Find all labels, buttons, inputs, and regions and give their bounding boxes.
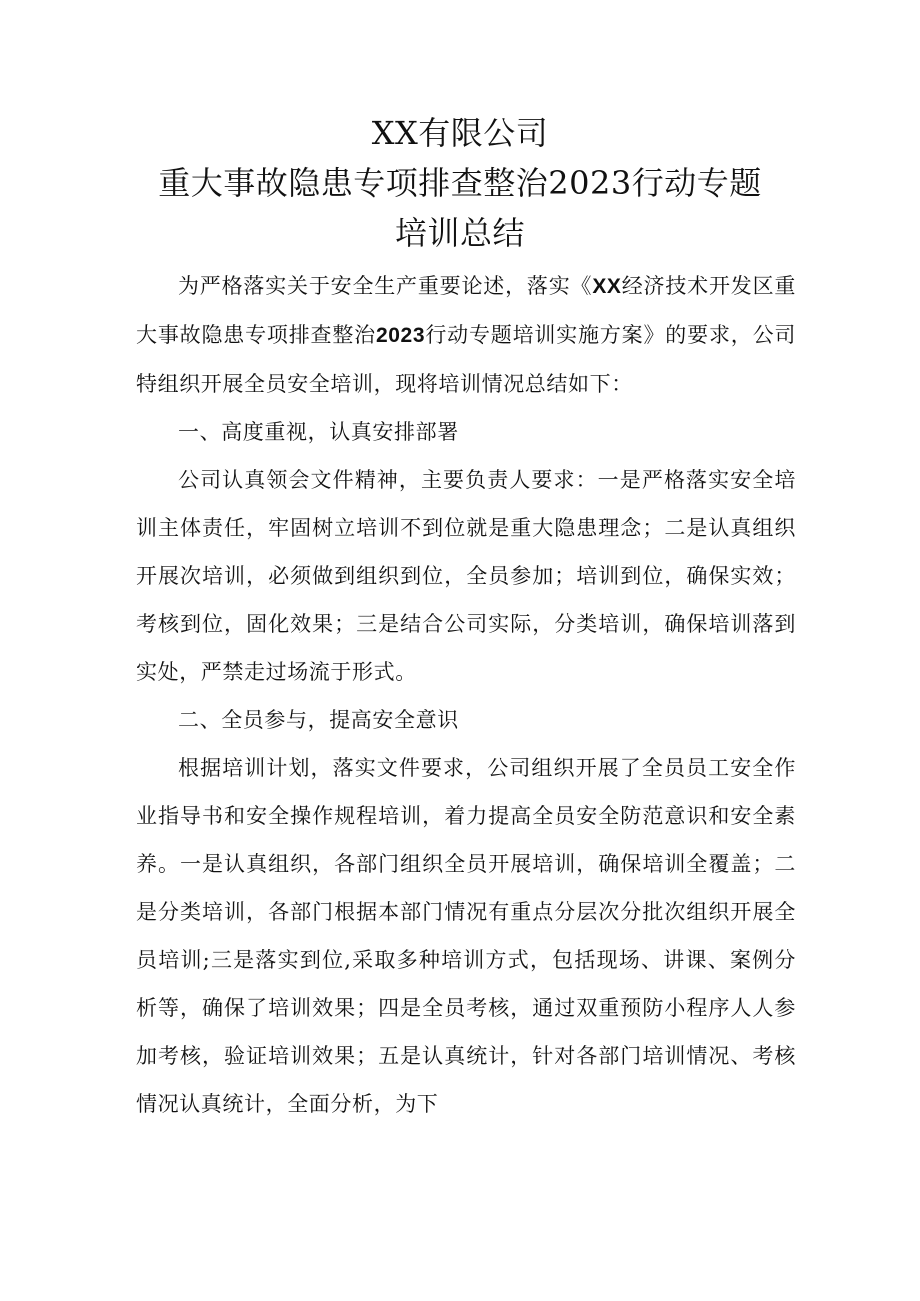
- document-body: [136, 262, 796, 1128]
- document-title: [0, 108, 920, 258]
- intro-code-year: 2023: [375, 324, 426, 347]
- title-subject: 重大事故隐患专项排查整治2023行动专题: [158, 164, 762, 202]
- section-1-paragraph: 公司认真领会文件精神，主要负责人要求：一是严格落实安全培训主体责任，牢固树立培训不到位就是重大隐患理念；二是认真组织开展次培训，必须做到组织到位，全员参加；培训到位，确保实效；考核到位，固化效果；三是结合公司实际，分类培训，确保培训落到实处，严禁走过场流于形式。: [136, 468, 796, 684]
- intro-text-1: 为严格落实关于安全生产重要论述，落实《: [178, 274, 593, 298]
- title-company: XX有限公司: [371, 114, 549, 152]
- intro-code-xx: XX: [592, 275, 622, 298]
- section-2-heading: 二、全员参与，提高安全意识: [178, 708, 459, 732]
- section-1-heading: 一、高度重视，认真安排部署: [178, 420, 459, 444]
- intro-text-3: 行动专题培训实施方案》的要求，公司特组织开展全员安全培训，现将培训情况总结如下：: [136, 323, 796, 396]
- title-type: 培训总结: [394, 214, 525, 252]
- intro-text-2: 经济技术开发区重大事故隐患专项排查整治: [136, 274, 796, 347]
- section-2-paragraph: 根据培训计划，落实文件要求，公司组织开展了全员员工安全作业指导书和安全操作规程培训，着力提高全员安全防范意识和安全素养。一是认真组织，各部门组织全员开展培训，确保培训全覆盖；二是分类培训，各部门根据本部门情况有重点分层次分批次组织开展全员培训;三是落实到位,采取多种培训方式，包括现场、讲课、案例分析等，确保了培训效果；四是全员考核，通过双重预防小程序人人参加考核，验证培训效果；五是认真统计，针对各部门培训情况、考核情况认真统计，全面分析，为下: [136, 756, 796, 1116]
- intro-paragraph: [136, 262, 796, 408]
